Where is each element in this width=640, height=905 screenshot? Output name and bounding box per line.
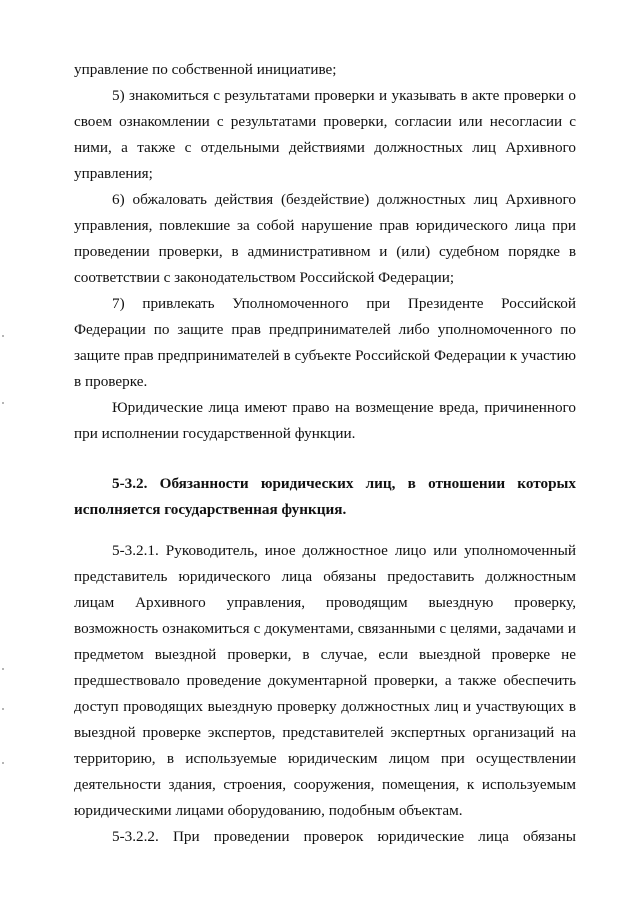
paragraph-continuation: управление по собственной инициативе; bbox=[74, 61, 337, 78]
margin-scan-mark bbox=[2, 708, 4, 710]
margin-scan-mark bbox=[2, 668, 4, 670]
paragraph-5-3-2-1: 5-3.2.1. Руководитель, иное должностное лицо или уполномоченный представитель юридического лица обязаны предоставить должностным лицам Архивного управления, проводящим выездную проверку, возможность ознакомиться с документами, связанными с целями, задачами и предметом выездной проверки, в случае, если выездной проверке не предшествовало проведение документарной проверки, а также обеспечить доступ проводящих выездную проверку должностных лиц и участвующих в выездной проверке экспертов, представителей экспертных организаций на территорию, в используемые юридическим лицом при осуществлении деятельности здания, строения, сооружения, помещения, к используемым юридическими лицами оборудованию, подобным объектам. bbox=[74, 542, 576, 819]
margin-scan-mark bbox=[2, 762, 4, 764]
rights-list bbox=[74, 57, 576, 447]
paragraph-item-7: 7) привлекать Уполномоченного при Президенте Российской Федерации по защите прав предпринимателей либо уполномоченного по защите прав предпринимателей в субъекте Российской Федерации к участию в проверке. bbox=[74, 295, 576, 390]
paragraph-item-6: 6) обжаловать действия (бездействие) должностных лиц Архивного управления, повлекшие за собой нарушение прав юридического лица при проведении проверки, в административном и (или) судебном порядке в соответствии с законодательством Российской Федерации; bbox=[74, 191, 576, 286]
section-body bbox=[74, 538, 576, 850]
section-heading: 5-3.2. Обязанности юридических лиц, в отношении которых исполняется государственная функция. bbox=[74, 475, 576, 518]
paragraph-compensation: Юридические лица имеют право на возмещение вреда, причиненного при исполнении государственной функции. bbox=[74, 399, 576, 442]
margin-scan-mark bbox=[2, 335, 4, 337]
paragraph-5-3-2-2: 5-3.2.2. При проведении проверок юридические лица обязаны bbox=[112, 828, 576, 845]
paragraph-item-5: 5) знакомиться с результатами проверки и указывать в акте проверки о своем ознакомлении с результатами проверки, согласии или несогласии с ними, а также с отдельными действиями должностных лиц Архивного управления; bbox=[74, 87, 576, 182]
margin-scan-mark bbox=[2, 402, 4, 404]
section-heading-block bbox=[74, 471, 576, 523]
